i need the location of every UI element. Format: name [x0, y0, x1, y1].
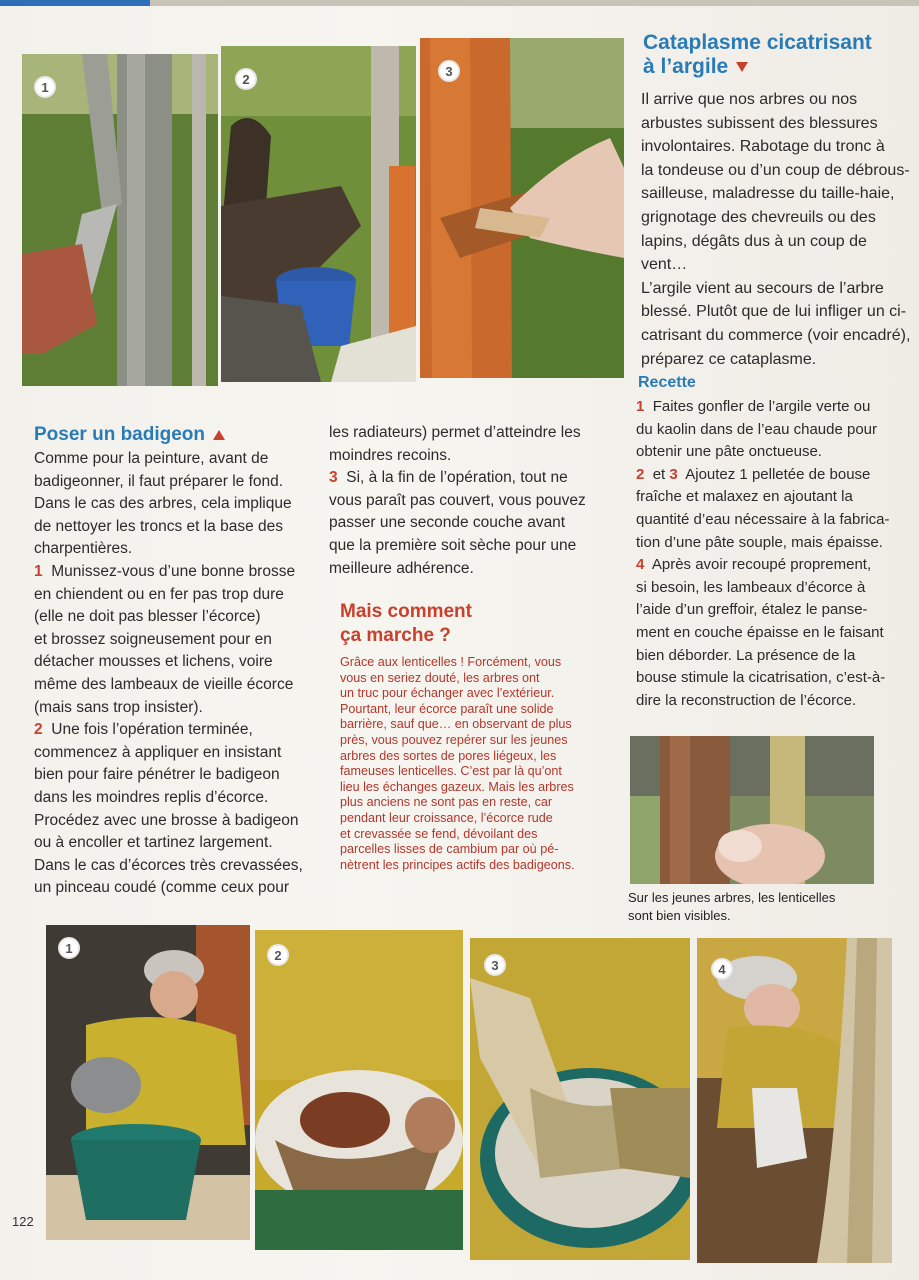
- step-number: 3: [329, 469, 338, 487]
- triangle-up-icon: [213, 430, 225, 440]
- text-line: ou à encoller et tartinez largement.: [34, 834, 273, 852]
- text-line: Dans le cas d’écorces très crevassées,: [34, 856, 303, 874]
- photo-badge: 4: [711, 958, 733, 980]
- cataplasme-title: [643, 31, 872, 79]
- text-line: et crevassée se fend, dévoilant des: [340, 826, 538, 841]
- step-number: 3: [669, 465, 678, 483]
- title-line: [643, 55, 872, 79]
- lenticelles-caption: [628, 889, 835, 925]
- text-line: Procédez avec une brosse à badigeon: [34, 811, 299, 829]
- badigeon-title: [34, 423, 225, 447]
- text-span: Munissez-vous d’une bonne brosse: [51, 562, 296, 580]
- text-line: dans les moindres replis d’écorce.: [34, 788, 269, 806]
- title-line: ça marche ?: [340, 625, 451, 646]
- text-line: bien déborder. La présence de la: [636, 646, 856, 664]
- mais-comment-text: [340, 655, 610, 873]
- text-line: arbres des sortes de pores liégeux, les: [340, 748, 557, 763]
- top-edge: [0, 0, 919, 6]
- text-line: Pourtant, leur écorce paraît une solide: [340, 701, 554, 716]
- text-line: Dans le cas des arbres, cela implique: [34, 495, 292, 513]
- mais-comment-title: [340, 600, 472, 648]
- page-number: 122: [12, 1214, 34, 1229]
- badigeon-col2: [329, 422, 619, 580]
- text-line: vous paraît pas couvert, vous pouvez: [329, 491, 586, 509]
- recette-steps: [636, 396, 916, 712]
- text-line: involontaires. Rabotage du tronc à: [641, 138, 885, 156]
- text-line: Comme pour la peinture, avant de: [34, 450, 269, 467]
- text-line: catrisant du commerce (voir encadré),: [641, 326, 911, 344]
- text-line: badigeonner, il faut préparer le fond.: [34, 472, 284, 490]
- text-line: pendant leur croissance, l’écorce rude: [340, 810, 553, 825]
- photo-applying-badigeon: [221, 46, 416, 382]
- text-line: [636, 554, 916, 577]
- text-line: fameuses lenticelles. C’est par là qu’ont: [340, 764, 562, 779]
- text-line: vous en seriez douté, les arbres ont: [340, 670, 540, 685]
- text-line: lieu les échanges gazeux. Mais les arbres: [340, 779, 574, 794]
- photo-pouring-water: [46, 925, 250, 1240]
- triangle-down-icon: [736, 62, 748, 72]
- text-line: Il arrive que nos arbres ou nos: [641, 91, 858, 108]
- text-span: Si, à la fin de l’opération, tout ne: [346, 469, 568, 487]
- photo-brushing-trunk: [22, 54, 218, 386]
- text-line: si besoin, les lambeaux d’écorce à: [636, 578, 866, 596]
- text-line: Grâce aux lenticelles ! Forcément, vous: [340, 655, 562, 669]
- text-line: [636, 464, 916, 487]
- text-line: sailleuse, maladresse du taille-haie,: [641, 185, 895, 203]
- text-line: l’aide d’un greffoir, étalez le panse-: [636, 601, 868, 619]
- step-number: 1: [636, 398, 645, 415]
- step-number: 1: [34, 562, 43, 580]
- recette-title: Recette: [638, 374, 696, 391]
- caption-line: sont bien visibles.: [628, 908, 731, 923]
- text-line: que la première soit sèche pour une: [329, 536, 577, 554]
- text-line: [636, 396, 916, 419]
- text-line: barrière, sauf que… en observant de plus: [340, 717, 572, 732]
- text-line: (mais sans trop insister).: [34, 698, 203, 716]
- text-line: tion d’une pâte souple, mais épaisse.: [636, 533, 883, 551]
- text-line: dire la reconstruction de l’écorce.: [636, 691, 857, 709]
- title-line-text: à l’argile: [643, 55, 729, 78]
- text-line: meilleure adhérence.: [329, 559, 474, 577]
- text-line: blessé. Plutôt que de lui infliger un ci-: [641, 303, 907, 321]
- text-line: un pinceau coudé (comme ceux pour: [34, 879, 290, 897]
- text-line: ment en couche épaisse en le faisant: [636, 623, 884, 641]
- photo-badge: 1: [58, 937, 80, 959]
- text-line: [34, 719, 314, 742]
- text-line: même des lambeaux de vieille écorce: [34, 675, 294, 693]
- title-text: Poser un badigeon: [34, 424, 206, 445]
- text-line: obtenir une pâte onctueuse.: [636, 443, 822, 461]
- text-line: en chiendent ou en fer pas trop dure: [34, 585, 284, 603]
- text-line: charpentières.: [34, 540, 133, 558]
- photo-applying-cataplasme: [697, 938, 892, 1263]
- photo-kneading-paste: [470, 938, 690, 1260]
- step-number: 4: [636, 556, 645, 574]
- text-line: moindres recoins.: [329, 446, 452, 464]
- text-line: passer une seconde couche avant: [329, 514, 566, 532]
- text-line: (elle ne doit pas blesser l’écorce): [34, 608, 261, 626]
- photo-badge: 3: [438, 60, 460, 82]
- photo-mixing-bouse: [255, 930, 463, 1250]
- text-line: de nettoyer les troncs et la base des: [34, 517, 284, 535]
- photo-badge: 2: [267, 944, 289, 966]
- text-line: un truc pour échanger avec l’extérieur.: [340, 686, 555, 701]
- text-line: la tondeuse ou d’un coup de débrous-: [641, 161, 910, 179]
- photo-badge: 3: [484, 954, 506, 976]
- caption-line: Sur les jeunes arbres, les lenticelles: [628, 890, 836, 905]
- step-number: 2: [34, 721, 43, 739]
- text-span: Une fois l’opération terminée,: [51, 721, 253, 739]
- text-line: parcelles lisses de cambium par où pé-: [340, 842, 559, 857]
- photo-lenticelles: [630, 736, 874, 884]
- text-line: bouse stimule la cicatrisation, c’est-à-: [636, 669, 886, 687]
- text-span: Ajoutez 1 pelletée de bouse: [685, 465, 871, 483]
- text-line: L’argile vient au secours de l’arbre: [641, 279, 884, 297]
- text-line: fraîche et malaxez en ajoutant la: [636, 488, 853, 506]
- text-line: arbustes subissent des blessures: [641, 114, 878, 132]
- text-line: grignotage des chevreuils ou des: [641, 208, 876, 226]
- cataplasme-intro: [641, 88, 916, 371]
- title-line: Mais comment: [340, 601, 472, 622]
- text-line: les radiateurs) permet d’atteindre les: [329, 424, 581, 441]
- text-line: bien pour faire pénétrer le badigeon: [34, 766, 280, 784]
- text-line: quantité d’eau nécessaire à la fabrica-: [636, 510, 890, 528]
- text-span: Faites gonfler de l’argile verte ou: [652, 398, 871, 415]
- text-line: et brossez soigneusement pour en: [34, 630, 272, 648]
- text-line: lapins, dégâts dus à un coup de vent…: [641, 232, 867, 274]
- text-line: [34, 561, 314, 584]
- step-number: 2: [636, 465, 645, 483]
- title-line: Cataplasme cicatrisant: [643, 31, 872, 54]
- text-span: et: [652, 465, 666, 483]
- text-line: détacher mousses et lichens, voire: [34, 653, 273, 671]
- text-line: près, vous pouvez repérer sur les jeunes: [340, 732, 568, 747]
- text-line: préparez ce cataplasme.: [641, 350, 817, 368]
- badigeon-col1: [34, 448, 314, 900]
- text-line: commencez à appliquer en insistant: [34, 743, 282, 761]
- text-line: nètrent les principes actifs des badigeons.: [340, 857, 575, 872]
- text-line: plus anciens ne sont pas en reste, car: [340, 795, 553, 810]
- photo-coated-trunk: [420, 38, 624, 378]
- text-line: [329, 467, 619, 490]
- photo-badge: 1: [34, 76, 56, 98]
- photo-badge: 2: [235, 68, 257, 90]
- text-span: Après avoir recoupé proprement,: [651, 556, 872, 574]
- text-line: du kaolin dans de l’eau chaude pour: [636, 420, 878, 438]
